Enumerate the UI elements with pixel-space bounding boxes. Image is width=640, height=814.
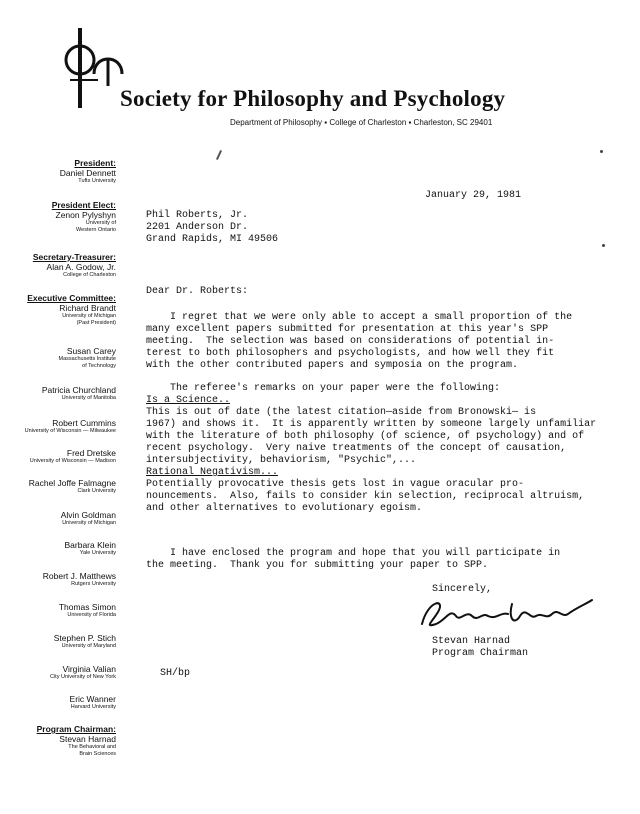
officer-entry: [0, 724, 116, 758]
officer-entry: [0, 478, 116, 495]
officer-affiliation: University of Wisconsin — Madison: [29, 458, 116, 464]
text-line: intersubjectivity, behaviorism, "Psychic",...: [146, 455, 417, 466]
officer-affiliation: University of Manitoba: [61, 395, 116, 401]
officer-entry: [0, 200, 116, 234]
officer-affiliation: The Behavioral and: [68, 744, 116, 750]
officer-affiliation: Yale University: [79, 550, 116, 556]
officer-entry: [0, 540, 116, 557]
officer-name: Rachel Joffe Falmagne: [28, 478, 116, 488]
typist-initials: SH/bp: [160, 668, 191, 679]
officer-name: Robert J. Matthews: [42, 571, 116, 581]
officer-name: Eric Wanner: [69, 694, 116, 704]
text-line: terest to both philosophers and psychologists, and how well they fit: [146, 348, 555, 359]
officer-name: Alan A. Godow, Jr.: [46, 262, 116, 272]
recipient-line: Phil Roberts, Jr.: [146, 210, 249, 221]
signer-name: Stevan Harnad: [432, 636, 511, 647]
officer-entry: [0, 385, 116, 402]
officer-affiliation: University of Florida: [67, 612, 116, 618]
paragraph-closing: [146, 548, 560, 572]
officer-name: Fred Dretske: [66, 448, 116, 458]
officer-entry: [0, 510, 116, 527]
text-line: with the other contributed papers and symposia on the program.: [146, 360, 519, 371]
text-line: meeting. The selection was based on considerations of potential in-: [146, 336, 555, 347]
society-title: Society for Philosophy and Psychology: [120, 86, 506, 111]
text-line: 1967) and shows it. It is apparently written by someone largely unfamiliar: [146, 419, 597, 430]
officer-entry: [0, 571, 116, 588]
officer-affiliation: Harvard University: [70, 704, 116, 710]
paragraph-1: [146, 312, 572, 372]
paragraph-referee: [146, 383, 596, 515]
officer-entry: [0, 602, 116, 619]
letter-date: January 29, 1981: [425, 190, 522, 201]
officer-name: Richard Brandt: [59, 303, 116, 313]
officer-affiliation: Massachusetts Institute: [58, 356, 116, 362]
officer-entry: [0, 694, 116, 711]
officer-heading: Program Chairman:: [36, 724, 116, 734]
officer-name: Stevan Harnad: [59, 734, 116, 744]
officer-heading: President Elect:: [51, 200, 116, 210]
text-line: This is out of date (the latest citation—aside from Bronowski— is: [146, 407, 537, 418]
officer-name: Patricia Churchland: [41, 385, 116, 395]
officer-heading: Secretary-Treasurer:: [32, 252, 116, 262]
officer-name: Alvin Goldman: [60, 510, 116, 520]
officer-name: Thomas Simon: [58, 602, 116, 612]
officer-name: Zenon Pylyshyn: [55, 210, 116, 220]
signature-block: [432, 636, 528, 660]
recipient-line: 2201 Anderson Dr.: [146, 222, 249, 233]
text-line: with the literature of both philosophy (of science, of psychology) and of: [146, 431, 585, 442]
officer-heading: President:: [74, 158, 116, 168]
officer-affiliation: City University of New York: [49, 674, 116, 680]
officer-affiliation: Clark University: [77, 488, 116, 494]
officer-affiliation: University of Wisconsin — Milwaukee: [24, 428, 116, 434]
officer-entry: [0, 418, 116, 435]
officer-entry: [0, 346, 116, 370]
officer-affiliation: University of Maryland: [61, 643, 116, 649]
text-line: I regret that we were only able to accept a small proportion of the: [146, 312, 573, 323]
officer-name: Virginia Valian: [62, 664, 116, 674]
officer-entry: [0, 293, 116, 327]
officer-heading: Executive Committee:: [27, 293, 116, 303]
text-line: and other alternatives to evolutionary egoism.: [146, 503, 423, 514]
officer-affiliation: University of Michigan: [62, 313, 116, 319]
officer-affiliation: Rutgers University: [71, 581, 116, 587]
officer-affiliation: Western Ontario: [76, 227, 116, 233]
text-line: The referee's remarks on your paper were the following:: [146, 383, 501, 394]
stray-dot: [602, 244, 605, 247]
salutation: Dear Dr. Roberts:: [146, 286, 249, 297]
stray-mark: [216, 150, 222, 160]
officer-affiliation: Brain Sciences: [79, 751, 116, 757]
text-line: I have enclosed the program and hope that you will participate in: [146, 548, 561, 559]
officer-name: Daniel Dennett: [59, 168, 116, 178]
officer-name: Stephen P. Stich: [53, 633, 116, 643]
officer-affiliation: Tufts University: [78, 178, 116, 184]
closing: Sincerely,: [432, 584, 493, 595]
officer-entry: [0, 252, 116, 279]
stray-dot: [600, 150, 603, 153]
officer-name: Barbara Klein: [64, 540, 116, 550]
officer-name: Susan Carey: [66, 346, 116, 356]
text-line: many excellent papers submitted for presentation at this year's SPP: [146, 324, 549, 335]
officer-affiliation: University of: [85, 220, 116, 226]
officer-affiliation: College of Charleston: [63, 272, 116, 278]
officer-name: Robert Cummins: [52, 418, 116, 428]
officer-entry: [0, 633, 116, 650]
society-logo-icon: [58, 20, 128, 110]
officer-affiliation: of Technology: [82, 363, 116, 369]
officer-entry: [0, 158, 116, 185]
text-line: recent psychology. Very naive treatments of the concept of causation,: [146, 443, 567, 454]
handwritten-signature: [416, 594, 596, 634]
officer-entry: [0, 448, 116, 465]
text-line: Potentially provocative thesis gets lost in vague oracular pro-: [146, 479, 525, 490]
paper-title-1: Is a Science..: [146, 395, 231, 406]
recipient-line: Grand Rapids, MI 49506: [146, 234, 279, 245]
society-address: Department of Philosophy ▪ College of Charleston ▪ Charleston, SC 29401: [230, 118, 493, 127]
officer-affiliation: University of Michigan: [62, 520, 116, 526]
recipient-address: [146, 210, 278, 246]
officer-affiliation: (Past President): [76, 320, 116, 326]
officer-entry: [0, 664, 116, 681]
paper-title-2: Rational Negativism...: [146, 467, 279, 478]
signer-title: Program Chairman: [432, 648, 529, 659]
text-line: the meeting. Thank you for submitting your paper to SPP.: [146, 560, 489, 571]
text-line: nouncements. Also, fails to consider kin selection, reciprocal altruism,: [146, 491, 585, 502]
